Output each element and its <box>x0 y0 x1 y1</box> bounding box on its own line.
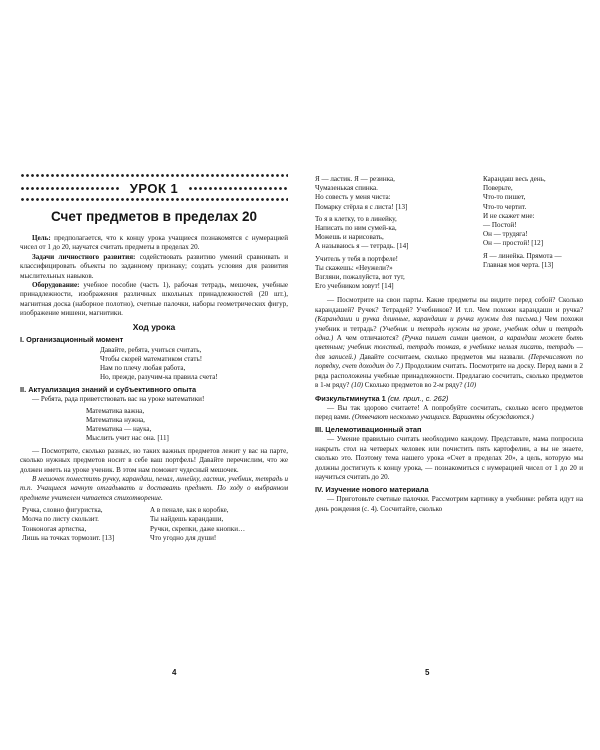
poem-line: Давайте, ребята, учиться считать, <box>100 345 202 354</box>
poem-eraser <box>315 175 483 212</box>
poem-pen <box>22 506 150 543</box>
poem-line: Чумазенькая спинка. <box>315 184 378 193</box>
desk-text: Чем похожи учебник и тетрадь? <box>315 315 584 333</box>
desk-text: Давайте сосчитаем, сколько предметов мы назвали. <box>355 352 529 361</box>
section-2-heading: II. Актуализация знаний и субъективного опыта <box>20 385 197 395</box>
poem-line: Ручка, словно фигуристка, <box>22 506 103 515</box>
new-material-paragraph: — Приготовьте счетные палочки. Рассмотрим картинку в учебнике: ребята идут на день рождения (с. 4). Сосчитайте, сколько <box>315 495 583 513</box>
poem-line: Ты найдешь карандаши, <box>150 515 224 524</box>
poem-line: Он — простой! [12] <box>483 239 544 248</box>
poem-line: Карандаш весь день, <box>483 175 546 183</box>
poem-line: Я — линейка. Прямота — <box>483 251 562 260</box>
poem-line: Можешь и нарисовать, <box>315 233 384 242</box>
poem-line: Но совесть у меня чиста: <box>315 193 391 202</box>
page-number-left: 4 <box>172 668 177 677</box>
section-3-heading: III. Целемотивационный этап <box>315 425 422 435</box>
poem-line: Ручки, скрепки, даже кнопки… <box>150 524 246 533</box>
poem-line: То я в клетку, то в линейку, <box>315 214 397 223</box>
poem-line: Лишь на точках тормозит. [13] <box>22 533 115 542</box>
desk-answer: (10) <box>464 381 477 390</box>
ornament-bottom <box>20 196 288 203</box>
ornament-top <box>20 172 288 179</box>
poem-line: Что угодно для души! <box>150 533 217 542</box>
bag-paragraph: В мешочек поместить ручку, карандаш, пенал, линейку, ластик, учебник, тетрадь и т.п. Учащиеся начнут отгадывать и доставать предмет. По ходу о выбранном предмете учителем читается стихотворение. <box>20 474 288 502</box>
poem-line: Нам по плечу любая работа, <box>100 364 186 373</box>
goal-paragraph <box>20 234 288 253</box>
tasks-text: содействовать развитию умений сравнивать и классифицировать объекты по заданному признаку; создать условия для развития мыслительных навыков. <box>20 252 288 280</box>
poem-line: Но, прежде, разучим-ка правила счета! <box>100 373 218 382</box>
motivation-paragraph: — Умение правильно считать необходимо каждому. Представьте, мама попросила накрыть стол на четверых человек или почистить пять картофелин, а вы не знаете, сколько это. Поэтому тема нашего урока «Счет в пределах 20», а цель, которую мы должны достигнуть к концу урока, — познакомиться с нумерацией чисел от 1 до 20 и научиться считать до 20. <box>315 435 583 481</box>
desk-text: Продолжим считать. Посмотрите на доску. Перед вами в 2 ряда расположены учебные принадлежности. Предлагаю сосчитать, сколько предметов в 1-м ряду? <box>315 362 584 390</box>
poem-line: Его учебником зовут! [14] <box>315 282 394 291</box>
poem-line: Главная моя черта. [13] <box>483 260 554 269</box>
desk-answer: (10) <box>351 381 364 390</box>
poem-line: Молча по листу скользит. <box>22 515 99 524</box>
equipment-label: Оборудование: <box>32 281 80 290</box>
poem-line: Математика важна, <box>86 406 145 415</box>
fizminutka-text: — Вы так здорово считаете! А попробуйте сосчитать, сколько всего предметов перед вами. <box>315 403 583 421</box>
lesson-title: УРОК 1 <box>129 181 179 196</box>
section-1-heading: I. Организационный момент <box>20 334 124 344</box>
poem-line: Он — трудяга! <box>483 230 528 239</box>
poems-block <box>315 175 583 294</box>
desk-text: Сколько предметов во 2-м ряду? <box>363 381 465 390</box>
poem-line: — Постой! <box>483 221 517 230</box>
poem-line: Математика нужна, <box>86 416 145 425</box>
goal-text: предполагается, что к концу урока учащиеся познакомятся с нумерацией чисел от 1 до 20, научатся считать предметы в пределах 20. <box>20 234 288 252</box>
poems-left-column <box>315 175 483 294</box>
desk-answer: (Перечисляют по порядку, счет доходит до 7.) <box>315 352 584 371</box>
poem-line: Взгляни, пожалуйста, вот тут, <box>315 273 405 282</box>
look-paragraph: — Посмотрите, сколько разных, но таких важных предметов лежит у вас на парте, сколько нужных предметов носит в себе ваш портфель! Давайте перечислим, что же должен иметь на уроке ученик. В этом нам поможет чудесный мешочек. <box>20 446 288 474</box>
poem-ruler <box>483 252 562 270</box>
desk-text: А чем отличаются? <box>333 334 403 343</box>
poem-line: Тонконогая артистка, <box>22 524 87 533</box>
poem-line: Мыслить учит нас она. [11] <box>86 434 169 443</box>
poem-line: И не скажет мне: <box>483 211 535 220</box>
right-page <box>300 0 600 750</box>
poem-math <box>86 407 288 444</box>
course-heading: Ход урока <box>132 321 176 332</box>
poem-line: Учитель у тебя в портфеле! <box>315 254 399 263</box>
fizminutka-heading <box>315 394 583 403</box>
poem-counting <box>100 346 288 383</box>
poem-line: Ты скажешь: «Неужели?» <box>315 263 393 272</box>
desk-answer: (Карандаши и ручка длинные, карандаши и ручка нужны для письма.) <box>315 315 542 324</box>
lesson-topic: Счет предметов в пределах 20 <box>50 209 258 224</box>
poem-pencil <box>483 175 562 249</box>
poem-textbook <box>315 255 483 292</box>
poem-line: Что-то пишет, <box>483 193 526 202</box>
lesson-header <box>20 181 288 196</box>
poem-line: Я — ластик. Я — резинка, <box>315 175 395 183</box>
poem-notebook <box>315 215 483 252</box>
goal-label: Цель: <box>32 234 51 242</box>
ornament-right <box>188 185 288 192</box>
fizminutka-ref: (см. прил., с. 262) <box>385 393 449 403</box>
poem-line: Что-то чертит. <box>483 202 527 211</box>
fizminutka-paragraph <box>315 404 583 423</box>
desk-answer: (Учебник и тетрадь нужны на уроке, учебник один и тетрадь одна.) <box>315 324 583 343</box>
desk-text: — Посмотрите на свои парты. Какие предметы вы видите перед собой? Сколько карандашей? Ручек? Тетрадей? Учебников? И т.п. Чем похожи карандаши и ручка? <box>315 296 583 314</box>
poem-line: А называюсь я — тетрадь. [14] <box>315 242 409 251</box>
poem-pen-pencilcase <box>20 506 288 546</box>
right-column <box>315 172 583 514</box>
fizminutka-note: (Отвечают несколько учащихся. Варианты обсуждаются.) <box>352 412 534 421</box>
equipment-paragraph <box>20 281 288 319</box>
poems-right-column <box>483 175 562 294</box>
equipment-text: учебное пособие (часть 1), рабочая тетрадь, мешочек, учебные принадлежности, изображения различных школьных принадлежностей (20 шт.), магнитная доска (наборное полотно), счетные палочки, наборы геометрических фигур, изображение мишени, магнитики. <box>20 281 288 318</box>
poem-line: Помарку стёрла я с листа! [13] <box>315 202 408 211</box>
desk-paragraph <box>315 296 583 390</box>
poem-line: Поверьте, <box>483 184 513 193</box>
ornament-left <box>20 185 120 192</box>
tasks-label: Задачи личностного развития: <box>32 252 136 261</box>
poem-line: Математика — наука, <box>86 425 152 434</box>
page-number-right: 5 <box>425 668 430 677</box>
greeting-text: — Ребята, рада приветствовать вас на уроке математики! <box>32 395 205 404</box>
poem-line: А в пенале, как в коробке, <box>150 506 229 515</box>
poem-line: Чтобы скорей математиком стать! <box>100 354 203 363</box>
fizminutka-label: Физкультминутка 1 <box>315 393 386 403</box>
section-4-heading: IV. Изучение нового материала <box>315 485 429 495</box>
tasks-paragraph <box>20 253 288 281</box>
poem-pencilcase <box>150 506 245 543</box>
left-column <box>20 172 288 548</box>
desk-answer: (Ручка пишет синим цветом, а карандаш может быть цветным; учебник толстый, тетрадь тонкая, в учебнике нельзя писать, тетрадь — для записей.) <box>315 334 583 361</box>
poem-line: Написать по ним сумей-ка, <box>315 224 397 233</box>
